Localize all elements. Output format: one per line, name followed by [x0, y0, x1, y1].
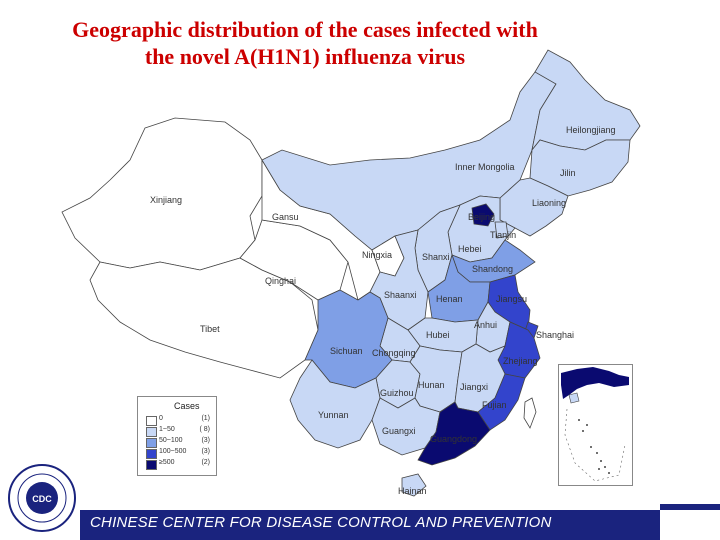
- legend-row: [146, 426, 212, 437]
- province-label-shandong: Shandong: [472, 264, 514, 274]
- province-label-sichuan: Sichuan: [330, 346, 363, 356]
- legend-row: [146, 448, 212, 459]
- province-label-jiangsu: Jiangsu: [496, 294, 528, 304]
- legend-count: (1): [201, 415, 210, 422]
- province-label-shaanxi: Shaanxi: [384, 290, 417, 300]
- legend-title: Cases: [174, 401, 200, 411]
- title-line-1: Geographic distribution of the cases infected with: [72, 17, 538, 42]
- footer: [0, 498, 720, 540]
- legend-row: [146, 415, 212, 426]
- province-label-hainan: Hainan: [398, 486, 427, 496]
- province-label-zhejiang: Zhejiang: [503, 356, 538, 366]
- map-legend: [137, 396, 217, 476]
- province-label-anhui: Anhui: [474, 320, 498, 330]
- legend-range: 0: [159, 415, 163, 422]
- legend-range: 50~100: [159, 437, 183, 444]
- legend-count: ( 8): [199, 426, 210, 433]
- province-label-yunnan: Yunnan: [318, 410, 349, 420]
- inset-islands: [578, 419, 610, 474]
- south-china-sea-inset: [558, 364, 633, 486]
- logo-text: CDC: [32, 494, 52, 504]
- inset-hainan: [569, 393, 579, 403]
- legend-range: 100~500: [159, 448, 187, 455]
- province-label-heilongjiang: Heilongjiang: [566, 125, 616, 135]
- legend-row: [146, 437, 212, 448]
- province-label-hebei: Hebei: [458, 244, 482, 254]
- footer-accent-bar: [660, 504, 720, 510]
- legend-swatch: [146, 438, 157, 448]
- province-label-tianjin: Tianjin: [490, 230, 517, 240]
- province-taiwan-shape: [524, 398, 536, 428]
- province-label-guizhou: Guizhou: [380, 388, 414, 398]
- province-label-xinjiang: Xinjiang: [150, 195, 183, 205]
- province-label-fujian: Fujian: [482, 400, 507, 410]
- province-label-hubei: Hubei: [426, 330, 450, 340]
- province-label-tibet: Tibet: [200, 324, 220, 334]
- legend-range: ≥500: [159, 459, 175, 466]
- province-label-beijing: Beijing: [468, 212, 496, 222]
- legend-swatch: [146, 460, 157, 470]
- province-label-liaoning: Liaoning: [532, 198, 567, 208]
- legend-row: [146, 459, 212, 470]
- legend-count: (2): [201, 459, 210, 466]
- province-label-henan: Henan: [436, 294, 463, 304]
- province-label-guangdong: Guangdong: [430, 434, 478, 444]
- province-label-inner-mongolia: Inner Mongolia: [455, 162, 515, 172]
- legend-count: (3): [201, 437, 210, 444]
- province-label-hunan: Hunan: [418, 380, 445, 390]
- province-label-qinghai: Qinghai: [265, 276, 297, 286]
- inset-map: [559, 365, 632, 485]
- province-label-guangxi: Guangxi: [382, 426, 416, 436]
- province-label-gansu: Gansu: [272, 212, 299, 222]
- province-label-jilin: Jilin: [560, 168, 576, 178]
- province-label-shanghai: Shanghai: [536, 330, 575, 340]
- footer-text: CHINESE CENTER FOR DISEASE CONTROL AND PREVENTION: [90, 514, 552, 531]
- legend-count: (3): [201, 448, 210, 455]
- title-line-2: the novel A(H1N1) influenza virus: [144, 44, 466, 69]
- province-label-chongqing: Chongqing: [372, 348, 416, 358]
- province-Xinjiang: [62, 118, 262, 270]
- legend-swatch: [146, 416, 157, 426]
- province-label-ningxia: Ningxia: [362, 250, 393, 260]
- province-label-shanxi: Shanxi: [422, 252, 450, 262]
- legend-range: 1~50: [159, 426, 175, 433]
- legend-swatch: [146, 427, 157, 437]
- legend-swatch: [146, 449, 157, 459]
- province-label-jiangxi: Jiangxi: [460, 382, 489, 392]
- inset-dash-line: [565, 409, 625, 481]
- province-Heilongjiang: [532, 50, 640, 150]
